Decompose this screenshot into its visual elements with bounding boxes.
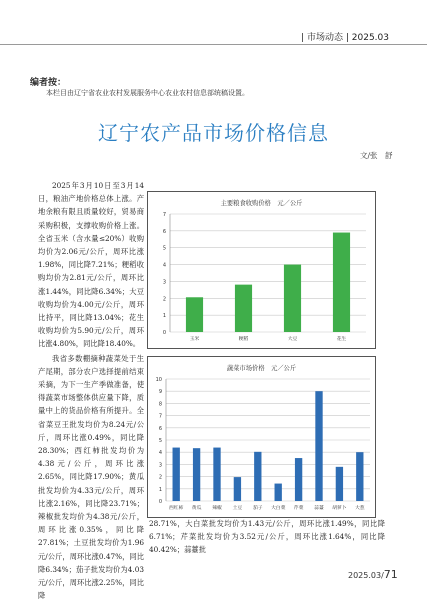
y-tick-label: 10 [155,377,162,383]
x-tick-label: 西红柿 [168,506,184,511]
bar [356,452,363,501]
vegetable-chart-title: 蔬菜市场价格 元／公斤 [226,365,297,372]
bar [336,467,343,501]
bar [333,233,350,332]
vegetable-chart-plot [148,357,375,517]
y-tick-label: 2 [162,296,166,303]
page-footer [348,568,398,581]
x-tick-label: 土豆 [232,506,243,511]
y-tick-label: 7 [158,413,162,420]
header-section-label: | 市场动态 | 2025.03 [301,33,389,43]
x-tick-label: 玉米 [189,337,200,342]
article-author: 文/张 舒 [360,151,393,160]
bar [254,452,261,501]
article-title: 辽宁农产品市场价格信息 [98,121,329,145]
y-tick-label: 3 [158,462,162,469]
y-tick-label: 6 [158,425,162,432]
x-tick-label: 大豆 [287,337,298,342]
bar [284,265,301,332]
y-tick-label: 5 [162,245,166,252]
x-tick-label: 辣椒 [212,506,222,511]
x-tick-label: 大葱 [354,506,365,511]
y-tick-label: 5 [158,438,162,444]
y-tick-label: 4 [158,450,162,457]
editor-note-text: 本栏目由辽宁省农业农村发展服务中心农业农村信息部统稿设置。 [46,89,249,97]
bar [213,448,220,501]
y-tick-label: 0 [162,330,166,336]
x-tick-label: 黄瓜 [191,506,202,511]
x-tick-label: 花生 [336,337,347,342]
x-tick-label: 茄子 [252,506,263,511]
paragraph-vegetable-continued: 28.71%，大白菜批发均价为1.43元/公斤，周环比涨1.49%，同比降6.71%；芹菜批发均价为3.52元/公斤，周环比涨1.64%，同比降40.42%；蒜薹批 [149,519,385,555]
x-tick-label: 蒜薹 [314,506,324,511]
y-tick-label: 7 [162,212,166,218]
bar [235,285,252,332]
page-number: 71 [383,568,398,581]
paragraph-vegetable-prices: 我省多数棚摘种蔬菜处于生产尾期，部分农户选择提前结束采摘，为下一生产季做准备，使得蔬菜市场整体供应量下降，质量中上的货品价格有所提升。全省菜豆王批发均价为8.24元/公斤，周环比涨0.49%，同比降28.30%；西红柿批发均价为4.38元/公斤，周环比涨2.65%，同比降17.90%；黄瓜批发均价为4.33元/公斤，周环比涨2.16%，同比降23.71%；辣椒批发均价为4.38元/公斤，周环比涨0.35%，同比降27.81%；土豆批发均价为1.96元/公斤，周环比涨0.47%，同比降6.34%；茄子批发均价为4.03元/公斤，周环比涨2.25%，同比降 [38,353,144,601]
y-tick-label: 0 [158,499,162,505]
y-tick-label: 3 [162,279,166,286]
y-tick-label: 1 [162,313,166,320]
x-tick-label: 胡萝卜 [332,506,347,511]
x-tick-label: 大白菜 [270,506,286,511]
editor-note-heading: 编者按： [30,78,67,88]
bar [234,477,241,501]
bar [275,484,282,501]
article-bottom-column [149,517,385,557]
grain-price-chart [147,191,376,349]
bar [295,458,302,501]
y-tick-label: 9 [158,389,162,396]
vegetable-price-chart [147,356,376,518]
bar [193,448,200,501]
bar [186,297,203,332]
bar [173,448,180,501]
header-rule [0,44,427,45]
bar [315,391,322,501]
y-tick-label: 6 [162,228,166,235]
footer-issue-date: 2025.03/ [348,571,384,580]
y-tick-label: 8 [158,401,162,408]
x-tick-label: 粳稻 [238,337,249,342]
y-tick-label: 1 [158,486,162,493]
x-tick-label: 芹菜 [293,506,304,511]
y-tick-label: 4 [162,262,166,269]
article-left-column [38,179,144,604]
y-tick-label: 2 [158,474,162,481]
grain-chart-plot [148,192,375,348]
paragraph-grain-prices: 2025年3月10日至3月14日，粮油产地价格总体上涨。产地余粮有限且质量较好，贸易商采购积极，支撑收购价格上涨。全省玉米（含水量≤20%）收购均价为2.06元/公斤，周环比涨1.98%，同比降7.21%；粳稻收购均价为2.81元/公斤，周环比涨1.44%，同比降6.34%；大豆收购均价为4.00元/公斤，周环比持平，同比降13.04%；花生收购均价为5.90元/公斤，周环比涨4.80%，同比降18.40%。 [38,181,144,349]
grain-chart-title: 主要粮食收购价格 元／公斤 [220,200,303,207]
